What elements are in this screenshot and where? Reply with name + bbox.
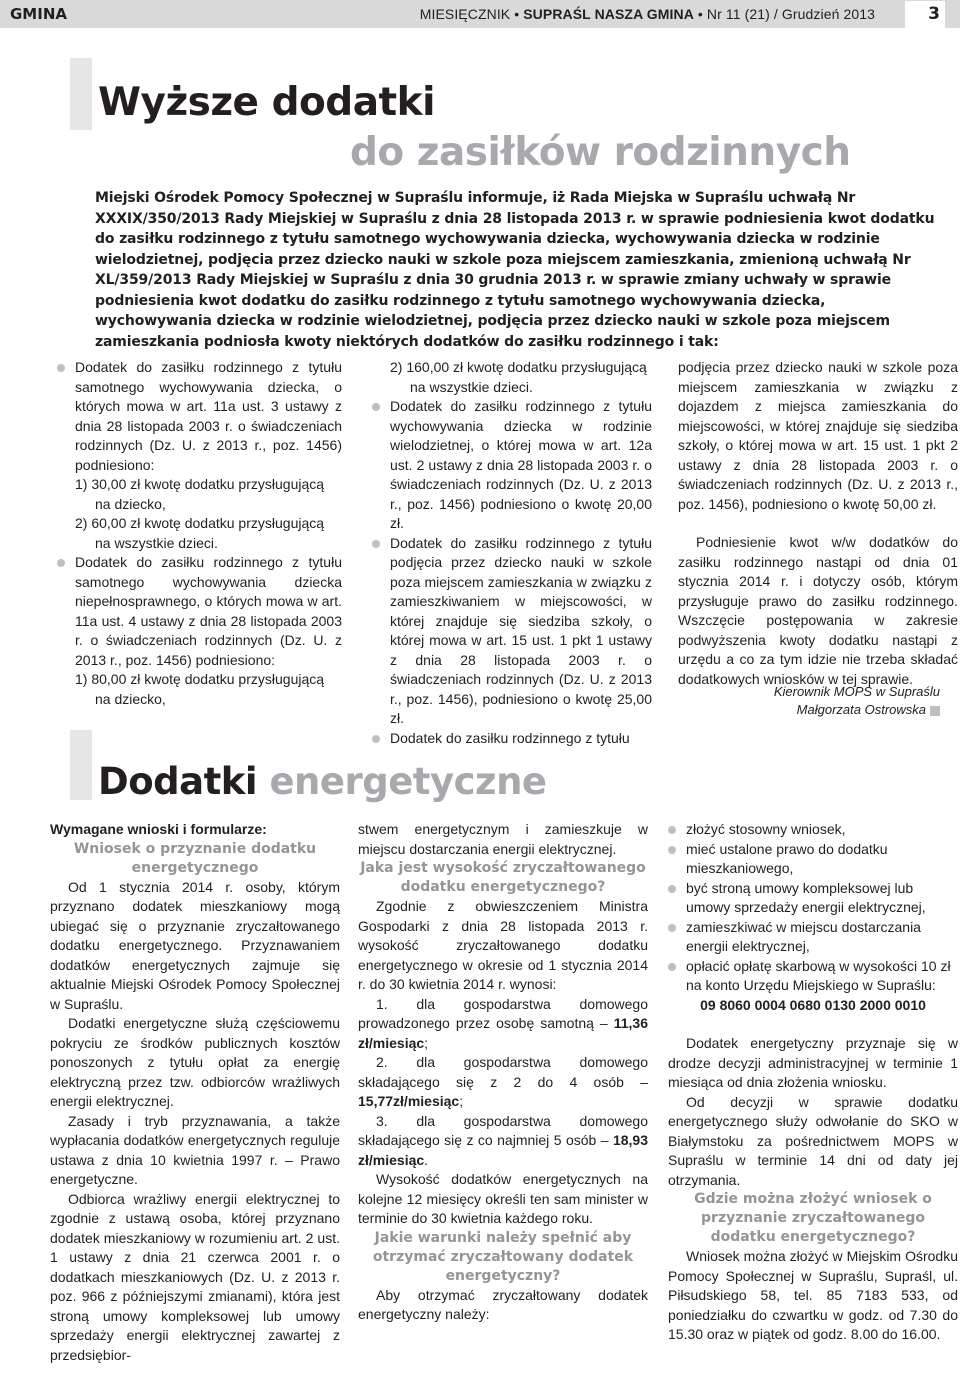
bank-account-number: 09 8060 0004 0680 0130 2000 0010 [700, 996, 926, 1013]
paragraph: stwem energetycznym i zamieszkuje w miejscu dostarczania energii elektrycznej. [358, 821, 648, 857]
amount-item: 1. dla gospodarstwa domowego prowadzonego przez osobę samotną – 11,36 zł/miesiąc; [358, 995, 648, 1051]
magazine-name: SUPRAŚL NASZA GMINA [523, 6, 694, 22]
list-item: Dodatek do zasiłku rodzinnego z tytułu podjęcia przez dziecko nauki w szkole poza miejscem zamieszkania w związku z zamieszkiwaniem w miejscowości, w której znajduje się siedziba szkoły, o której mowa w art. 15 ust. 1 pkt 1 ustawy z dnia 28 listopada 2003 r. o świadczeniach rodzinnych (Dz. U. z 2013 r., poz. 1456), podniesiono o kwotę 25,00 zł. [372, 534, 652, 729]
paragraph: Dodatki energetyczne służą częściowemu pokryciu ze środków publicznych kosztów ponoszonych z tytułu opłat za energię elektryczną przez tzw. odbiorców wrażliwych energii elektrycznej. [50, 1015, 340, 1109]
article2-column2 [358, 820, 648, 1325]
article2-title [98, 760, 547, 803]
page-number: 3 [928, 4, 940, 24]
article1-column3 [678, 358, 958, 689]
list-item: mieć ustalone prawo do dodatku mieszkaniowego, [668, 840, 958, 879]
issue-info: Nr 11 (21) / Grudzień 2013 [706, 6, 875, 22]
article1-column2 [372, 358, 652, 748]
signature-block [774, 683, 940, 719]
title-light: energetyczne [269, 760, 547, 803]
list-item: opłacić opłatę skarbową w wysokości 10 zł na konto Urzędu Miejskiego w Supraślu: [668, 957, 958, 996]
list-subitem: 2) 160,00 zł kwotę dodatku przysługującą na wszystkie dzieci. [390, 359, 647, 395]
paragraph: Zasady i tryb przyznawania, a także wypłacania dodatków energetycznych reguluje ustawa z dnia 10 kwietnia 1997 r. – Prawo energetyczne. [50, 1112, 340, 1187]
amount-value: 11,36 zł/miesiąc [358, 1015, 648, 1051]
headline-accent-bar [70, 58, 92, 130]
article1-column1 [57, 358, 342, 709]
paragraph: Odbiorca wrażliwy energii elektrycznej to zgodnie z ustawą osoba, której przyznano dodatek mieszkaniowy w rozumieniu art. 2 ust. 1 ustawy z dnia 21 czerwca 2001 r. o dodatkach mieszkaniowych (Dz. U. z 2013 r. poz. 966 z późniejszymi zmianami), która jest stroną umowy kompleksowej lub umowy sprzedaży energii elektrycznej zawartej z przedsiębior- [50, 1190, 340, 1363]
masthead: MIESIĘCZNIK • SUPRAŚL NASZA GMINA • Nr 11 (21) / Grudzień 2013 [419, 6, 875, 22]
subheading: Wniosek o przyznanie dodatku energetycznego [73, 840, 317, 876]
list-subitem: 1) 30,00 zł kwotę dodatku przysługującą na dziecko, [75, 476, 325, 512]
list-item: Dodatek do zasiłku rodzinnego z tytułu wychowywania dziecka w rodzinie wielodzietnej, o której mowa w art. 12a ust. 2 ustawy z dnia 28 listopada 2003 r. o świadczeniach rodzinnych (Dz. U. z 2013 r., poz. 1456) podniesiono o kwotę 20,00 zł. [372, 397, 652, 534]
paragraph: Podniesienie kwot w/w dodatków do zasiłku rodzinnego nastąpi od dnia 01 stycznia 2014 r. i dotyczy osób, którym przysługuje prawo do zasiłku rodzinnego. Wszczęcie postępowania w zakresie podwyższenia kwoty dodatku nastąpi z urzędu a co za tym idzie nie trzeba składać dodatkowych wniosków w tej sprawie. [678, 534, 958, 687]
amount-item: 2. dla gospodarstwa domowego składającego się z 2 do 4 osób – 15,77zł/miesiąc; [358, 1054, 648, 1109]
article-lead: Miejski Ośrodek Pomocy Społecznej w Supraślu informuje, iż Rada Miejska w Supraślu uchwałą Nr XXXIX/350/2013 Rady Miejskiej w Supraślu z dnia 28 listopada 2013 r. w sprawie podniesienia kwot dodatku do zasiłku rodzinnego z tytułu samotnego wychowywania dziecka, wychowywania dziecka w rodzinie wielodzietnej, podjęcia przez dziecko nauki w szkole poza miejscem zamieszkania, zmienioną uchwałą Nr XL/359/2013 Rady Miejskiej w Supraślu z dnia 30 grudnia 2013 r. w sprawie zmiany uchwały w sprawie podniesienia kwot dodatku do zasiłku rodzinnego z tytułu samotnego wychowywania dziecka, wychowywania dziecka w rodzinie wielodzietnej, podjęcia przez dziecko nauki w szkole poza miejscem zamieszkania podniosła kwoty niektórych dodatków do zasiłku rodzinnego i tak: [95, 190, 935, 350]
magazine-prefix: MIESIĘCZNIK [419, 6, 511, 22]
forms-heading: Wymagane wnioski i formularze: [50, 821, 267, 837]
list-item: złożyć stosowny wniosek, [668, 820, 958, 840]
list-subitem: 1) 80,00 zł kwotę dodatku przysługującą na dziecko, [75, 671, 325, 707]
list-subitem: 2) 60,00 zł kwotę dodatku przysługującą na wszystkie dzieci. [75, 515, 325, 551]
subheading: Gdzie można złożyć wniosek o przyznanie zryczałtowanego dodatku energetycznego? [694, 1191, 932, 1245]
paragraph: Od decyzji w sprawie dodatku energetycznego służy odwołanie do SKO w Białymstoku za pośrednictwem MOPS w Supraślu w terminie 14 dni od daty jej otrzymania. [668, 1093, 958, 1188]
amount-value: 15,77zł/miesiąc [358, 1093, 460, 1109]
list-item: Dodatek do zasiłku rodzinnego z tytułu samotnego wychowywania dziecka niepełnosprawnego, o których mowa w art. 11a ust. 4 ustawy z dnia 28 listopada 2003 r. o świadczeniach rodzinnych (Dz. U. z 2013 r., poz. 1456) podniesiono: [57, 553, 342, 670]
article-title-line1: Wyższe dodatki [98, 80, 435, 125]
title-bold: Dodatki [98, 760, 258, 803]
list-item: Dodatek do zasiłku rodzinnego z tytułu samotnego wychowywania dziecka, o których mowa w art. 11a ust. 3 ustawy z dnia 28 listopada 2003 r. o świadczeniach rodzinnych (Dz. U. z 2013 r., poz. 1456) podniesiono: [57, 358, 342, 475]
headline-accent-bar [70, 730, 92, 800]
paragraph: podjęcia przez dziecko nauki w szkole poza miejscem zamieszkania w związku z dojazdem z miejsca zamieszkania do miejscowości, w której znajduje się siedziba szkoły, o której mowa w art. 15 ust. 1 pkt 2 ustawy z dnia 28 listopada 2003 r. o świadczeniach rodzinnych (Dz. U. z 2013 r., poz. 1456), podniesiono o kwotę 50,00 zł. [678, 359, 958, 512]
end-mark [930, 706, 940, 716]
amount-value: 18,93 zł/miesiąc [358, 1132, 649, 1168]
list-item: Dodatek do zasiłku rodzinnego z tytułu [372, 729, 652, 749]
article2-column3 [668, 820, 958, 1345]
paragraph: Aby otrzymać zryczałtowany dodatek energetyczny należy: [358, 1286, 648, 1322]
subheading: Jakie warunki należy spełnić aby otrzymać zryczałtowany dodatek energetyczny? [372, 1229, 634, 1284]
paragraph: Od 1 stycznia 2014 r. osoby, którym przyznano dodatek mieszkaniowy mogą ubiegać się o przyznanie zryczałtowanego dodatku energetycznego. Przyznawaniem dodatków energetycznych zajmuje się aktualnie Miejski Ośrodek Pomocy Społecznej w Supraślu. [50, 878, 340, 1012]
subheading: Jaka jest wysokość zryczałtowanego dodatku energetycznego? [360, 860, 646, 895]
paragraph: Dodatek energetyczny przyznaje się w drodze decyzji administracyjnej w terminie 1 miesiąca od dnia złożenia wniosku. [668, 1035, 958, 1090]
list-item: być stroną umowy kompleksowej lub umowy sprzedaży energii elektrycznej, [668, 879, 958, 918]
list-item: zamieszkiwać w miejscu dostarczania energii elektrycznej, [668, 918, 958, 957]
signature-name: Małgorzata Ostrowska [796, 702, 926, 717]
paragraph: Wniosek można złożyć w Miejskim Ośrodku Pomocy Społecznej w Supraślu, Supraśl, ul. Piłsudskiego 58, tel. 85 7183 533, od poniedziałku do czwartku w godz. od 7.30 do 15.30 oraz w piątek od godz. 8.00 do 16.00. [668, 1248, 958, 1342]
paragraph: Wysokość dodatków energetycznych na kolejne 12 miesięcy określi ten sam minister w terminie do 30 kwietnia każdego roku. [358, 1171, 648, 1226]
article-title-line2: do zasiłków rodzinnych [350, 130, 851, 175]
amount-item: 3. dla gospodarstwa domowego składającego się z co najmniej 5 osób – 18,93 zł/miesiąc. [358, 1112, 649, 1168]
article2-column1 [50, 820, 340, 1365]
signature-role: Kierownik MOPS w Supraślu [773, 684, 940, 699]
section-name: GMINA [10, 5, 67, 23]
paragraph: Zgodnie z obwieszczeniem Ministra Gospodarki z dnia 28 listopada 2013 r. wysokość zryczałtowanego dodatku energetycznego w okresie od 1 stycznia 2014 r. do 30 kwietnia 2014 r. wynosi: [358, 898, 648, 992]
